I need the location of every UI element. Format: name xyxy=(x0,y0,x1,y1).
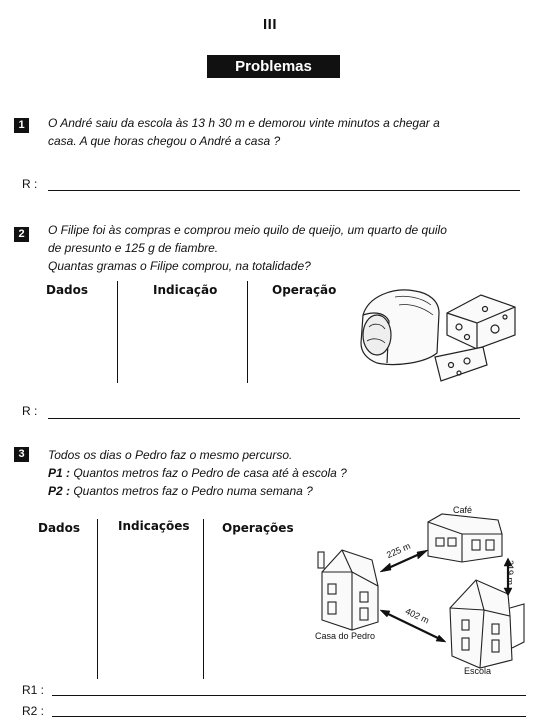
section-title: Problemas xyxy=(207,55,340,78)
problem-1-text xyxy=(48,114,528,150)
problem-1-line-1: O André saiu da escola às 13 h 30 m e demorou vinte minutos a chegar a xyxy=(48,116,440,130)
problem-1-number: 1 xyxy=(14,118,29,133)
problem-2-col-operacao: Operação xyxy=(272,283,337,297)
problem-3-p2-label: P2 : xyxy=(48,484,71,498)
problem-2-divider-1 xyxy=(117,281,118,383)
problem-3-line-1: Todos os dias o Pedro faz o mesmo percurso. xyxy=(48,448,293,462)
problem-2-line-3: Quantas gramas o Filipe comprou, na totalidade? xyxy=(48,259,311,273)
problem-3-divider-2 xyxy=(203,519,204,679)
problem-3-p1 xyxy=(48,464,528,482)
problem-3-answer-2-line[interactable] xyxy=(52,716,526,717)
problem-3-col-dados: Dados xyxy=(38,521,81,535)
problem-3-p2 xyxy=(48,482,528,500)
problem-2-answer-line[interactable] xyxy=(48,418,520,419)
problem-3-divider-1 xyxy=(97,519,98,679)
map-label-casa: Casa do Pedro xyxy=(315,631,376,641)
problem-3-col-indicacoes: Indicações xyxy=(118,519,190,533)
problem-2-number: 2 xyxy=(14,227,29,242)
problem-3-p1-label: P1 : xyxy=(48,466,71,480)
route-map-illustration xyxy=(312,512,530,678)
problem-1-line-2: casa. A que horas chegou o André a casa ? xyxy=(48,134,281,148)
problem-3-p2-text: Quantos metros faz o Pedro numa semana ? xyxy=(70,484,313,498)
problem-3-p1-text: Quantos metros faz o Pedro de casa até à escola ? xyxy=(70,466,347,480)
problem-3-answer-1-label: R1 : xyxy=(22,683,45,697)
problem-1-answer-label: R : xyxy=(22,177,38,191)
map-dist-casa-escola: 402 m xyxy=(403,606,431,626)
map-dist-cafe-escola: 319 m xyxy=(505,560,515,586)
problem-2-line-2: de presunto e 125 g de fiambre. xyxy=(48,241,219,255)
problem-1-answer-line[interactable] xyxy=(48,190,520,191)
problem-2-col-dados: Dados xyxy=(46,283,89,297)
problem-3-text xyxy=(48,446,528,500)
problem-2-col-indicacao: Indicação xyxy=(153,283,218,297)
map-dist-casa-cafe: 225 m xyxy=(385,540,412,561)
problem-3-answer-2-label: R2 : xyxy=(22,704,45,718)
problem-2-line-1: O Filipe foi às compras e comprou meio quilo de queijo, um quarto de quilo xyxy=(48,223,447,237)
section-numeral: III xyxy=(262,16,277,33)
map-label-escola: Escola xyxy=(464,666,492,676)
bread-cheese-icon xyxy=(355,283,527,385)
problem-3-number: 3 xyxy=(14,447,29,462)
problem-2-answer-label: R : xyxy=(22,404,38,418)
problem-2-divider-2 xyxy=(247,281,248,383)
problem-3-col-operacoes: Operações xyxy=(222,521,294,535)
problem-2-text xyxy=(48,221,528,275)
map-label-cafe: Café xyxy=(453,505,473,515)
problem-3-answer-1-line[interactable] xyxy=(52,695,526,696)
